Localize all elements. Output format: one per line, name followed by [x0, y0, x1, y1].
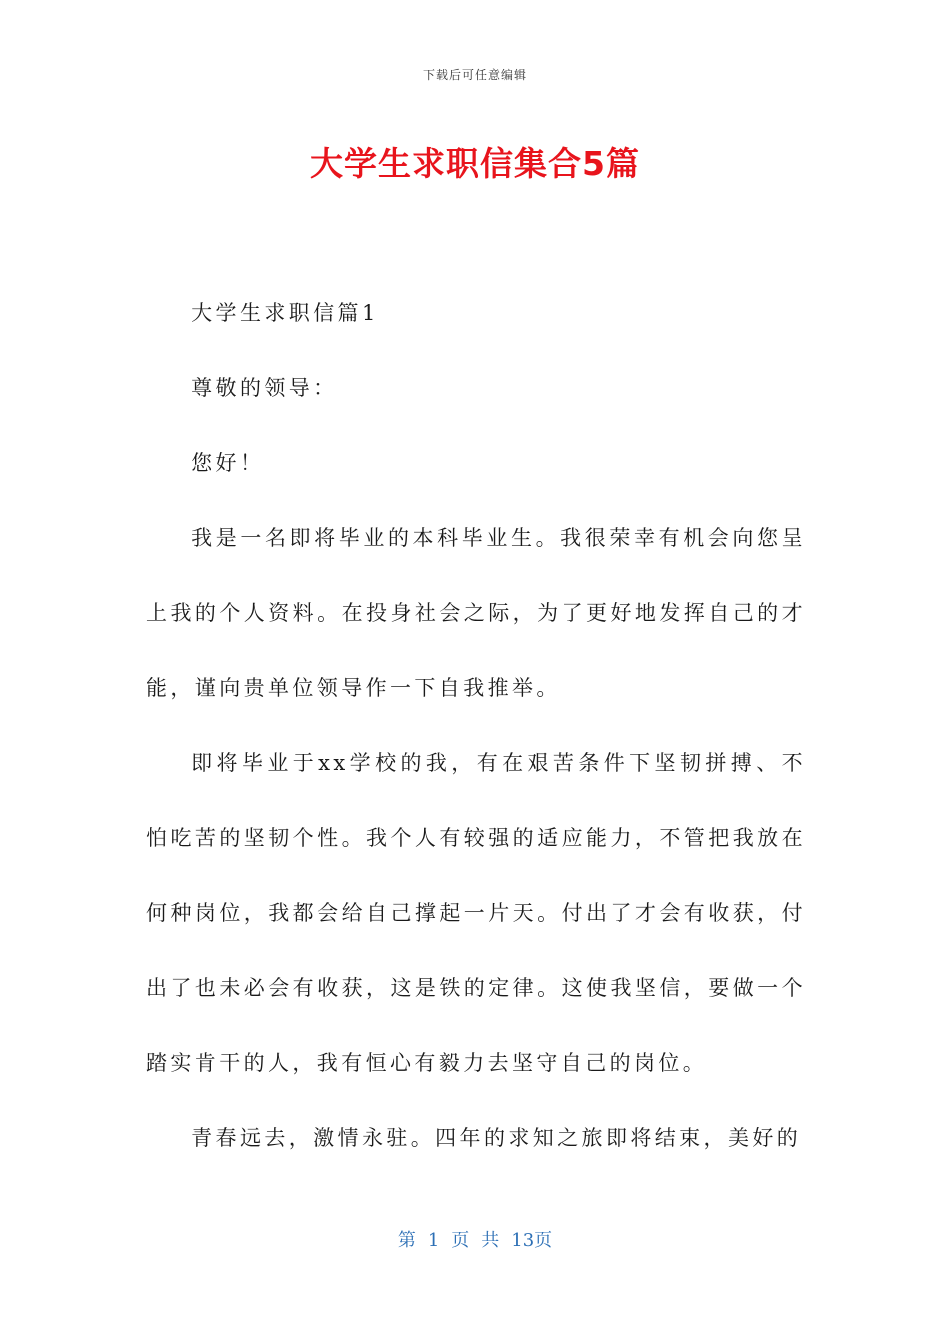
document-body [146, 276, 806, 1176]
footer-total-prefix: 共 [481, 1230, 500, 1251]
footer-prefix: 第 [397, 1230, 416, 1251]
body-paragraph-character: 即将毕业于xx学校的我，有在艰苦条件下坚韧拼搏、不怕吃苦的坚韧个性。我个人有较强的适应能力，不管把我放在何种岗位，我都会给自己撑起一片天。付出了才会有收获，付出了也未必会有收获，这是铁的定律。这使我坚信，要做一个踏实肯干的人，我有恒心有毅力去坚守自己的岗位。 [146, 751, 806, 1075]
header-note: 下载后可任意编辑 [422, 68, 527, 82]
salutation: 尊敬的领导： [191, 376, 338, 400]
greeting: 您好！ [191, 451, 265, 475]
section-heading: 大学生求职信篇1 [191, 301, 379, 325]
footer-total-pages: 13页 [511, 1230, 553, 1251]
page-number-footer [0, 1226, 950, 1252]
footer-current-page: 1 [427, 1230, 440, 1251]
body-paragraph-youth: 青春远去，激情永驻。四年的求知之旅即将结束，美好的 [191, 1126, 802, 1150]
body-paragraph-intro: 我是一名即将毕业的本科毕业生。我很荣幸有机会向您呈上我的个人资料。在投身社会之际，为了更好地发挥自己的才能，谨向贵单位领导作一下自我推举。 [146, 526, 806, 700]
footer-page-label: 页 [451, 1230, 470, 1251]
document-title: 大学生求职信集合5篇 [310, 144, 640, 183]
